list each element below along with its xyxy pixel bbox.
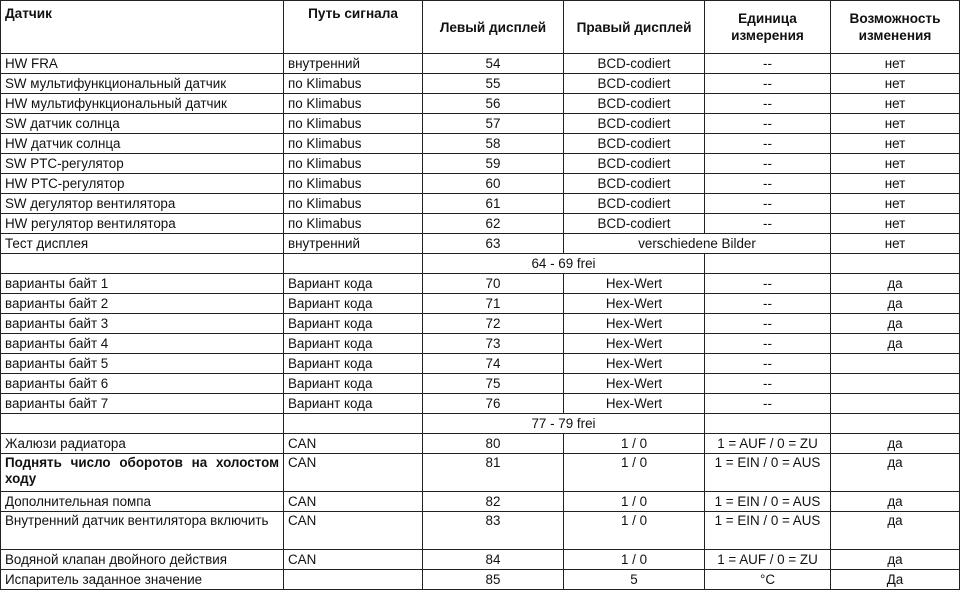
cell-sensor: SW мультифункциональный датчик (1, 74, 284, 94)
header-signal-path: Путь сигнала (284, 1, 423, 54)
cell-signal-path: Вариант кода (284, 274, 423, 294)
cell-sensor: варианты байт 7 (1, 394, 284, 414)
cell-left-display: 63 (423, 234, 564, 254)
cell-unit: -- (705, 74, 831, 94)
cell-signal-path: по Klimabus (284, 174, 423, 194)
cell-signal-path: внутренний (284, 234, 423, 254)
cell-right-display: BCD-codiert (564, 54, 705, 74)
cell-left-display: 72 (423, 314, 564, 334)
cell-changeable (831, 394, 960, 414)
cell-signal-path: внутренний (284, 54, 423, 74)
cell-right-display: BCD-codiert (564, 194, 705, 214)
cell-unit: -- (705, 314, 831, 334)
table-row (1, 54, 960, 74)
cell-right-display: BCD-codiert (564, 174, 705, 194)
cell-changeable: да (831, 434, 960, 454)
cell-unit: -- (705, 114, 831, 134)
cell-sensor: варианты байт 4 (1, 334, 284, 354)
cell-left-display: 71 (423, 294, 564, 314)
cell-changeable (831, 354, 960, 374)
cell-unit: -- (705, 294, 831, 314)
cell-changeable (831, 414, 960, 434)
cell-signal-path: CAN (284, 492, 423, 512)
cell-right-display: 5 (564, 570, 705, 590)
cell-changeable: да (831, 294, 960, 314)
cell-sensor: варианты байт 1 (1, 274, 284, 294)
table-row (1, 234, 960, 254)
cell-changeable: да (831, 492, 960, 512)
table-row (1, 454, 960, 492)
cell-changeable: да (831, 334, 960, 354)
cell-signal-path: CAN (284, 512, 423, 550)
cell-left-display: 74 (423, 354, 564, 374)
table-row (1, 570, 960, 590)
table-row (1, 354, 960, 374)
table-row (1, 94, 960, 114)
cell-left-display: 59 (423, 154, 564, 174)
cell-changeable: да (831, 512, 960, 550)
cell-unit (705, 414, 831, 434)
cell-signal-path: по Klimabus (284, 154, 423, 174)
cell-sensor: SW датчик солнца (1, 114, 284, 134)
cell-unit (705, 254, 831, 274)
cell-unit: 1 = AUF / 0 = ZU (705, 434, 831, 454)
free-range-row (1, 254, 960, 274)
table-body (1, 54, 960, 590)
cell-unit: -- (705, 394, 831, 414)
cell-left-display: 70 (423, 274, 564, 294)
cell-unit: -- (705, 274, 831, 294)
table-row (1, 374, 960, 394)
cell-sensor: HW мультифункциональный датчик (1, 94, 284, 114)
cell-changeable: да (831, 454, 960, 492)
cell-left-display: 54 (423, 54, 564, 74)
cell-left-display: 76 (423, 394, 564, 414)
cell-changeable: нет (831, 154, 960, 174)
cell-unit: -- (705, 214, 831, 234)
cell-left-display: 58 (423, 134, 564, 154)
cell-right-display: BCD-codiert (564, 94, 705, 114)
cell-changeable: Да (831, 570, 960, 590)
cell-changeable: нет (831, 94, 960, 114)
cell-sensor: Испаритель заданное значение (1, 570, 284, 590)
cell-right-display: Hex-Wert (564, 274, 705, 294)
table-row (1, 492, 960, 512)
table-row (1, 334, 960, 354)
cell-right-display: 1 / 0 (564, 492, 705, 512)
header-row (1, 1, 960, 54)
free-range-row (1, 414, 960, 434)
cell-unit: -- (705, 194, 831, 214)
cell-sensor: варианты байт 2 (1, 294, 284, 314)
header-left-display: Левый дисплей (423, 1, 564, 54)
cell-signal-path: по Klimabus (284, 114, 423, 134)
cell-sensor: HW PTC-регулятор (1, 174, 284, 194)
cell-sensor: Дополнительная помпа (1, 492, 284, 512)
cell-right-display: BCD-codiert (564, 154, 705, 174)
cell-changeable: нет (831, 134, 960, 154)
cell-left-display: 62 (423, 214, 564, 234)
cell-signal-path: CAN (284, 434, 423, 454)
table-row (1, 314, 960, 334)
cell-signal-path: по Klimabus (284, 94, 423, 114)
cell-signal-path: Вариант кода (284, 294, 423, 314)
cell-signal-path: CAN (284, 454, 423, 492)
cell-sensor: SW PTC-регулятор (1, 154, 284, 174)
cell-changeable: нет (831, 214, 960, 234)
header-unit: Единица измерения (705, 1, 831, 54)
cell-signal-path: Вариант кода (284, 314, 423, 334)
table-row (1, 294, 960, 314)
table-row (1, 512, 960, 550)
cell-unit: °C (705, 570, 831, 590)
table-row (1, 174, 960, 194)
cell-right-display: 1 / 0 (564, 454, 705, 492)
table-row (1, 394, 960, 414)
cell-unit: 1 = EIN / 0 = AUS (705, 492, 831, 512)
table-row (1, 134, 960, 154)
cell-free-range: 64 - 69 frei (423, 254, 705, 274)
cell-signal-path: Вариант кода (284, 374, 423, 394)
cell-changeable: нет (831, 54, 960, 74)
table-row (1, 434, 960, 454)
cell-signal-path: по Klimabus (284, 74, 423, 94)
cell-signal-path: по Klimabus (284, 134, 423, 154)
cell-signal-path: по Klimabus (284, 194, 423, 214)
cell-left-display: 57 (423, 114, 564, 134)
cell-right-display: BCD-codiert (564, 214, 705, 234)
cell-unit: 1 = AUF / 0 = ZU (705, 550, 831, 570)
cell-left-display: 75 (423, 374, 564, 394)
cell-sensor: HW FRA (1, 54, 284, 74)
cell-signal-path: Вариант кода (284, 354, 423, 374)
cell-right-display: Hex-Wert (564, 374, 705, 394)
cell-signal-path: CAN (284, 550, 423, 570)
header-right-display: Правый дисплей (564, 1, 705, 54)
cell-left-display: 84 (423, 550, 564, 570)
cell-changeable: нет (831, 114, 960, 134)
cell-changeable: нет (831, 234, 960, 254)
cell-sensor (1, 254, 284, 274)
cell-right-display: Hex-Wert (564, 394, 705, 414)
cell-right-display: BCD-codiert (564, 74, 705, 94)
cell-unit: -- (705, 174, 831, 194)
cell-sensor: HW датчик солнца (1, 134, 284, 154)
cell-signal-path: Вариант кода (284, 334, 423, 354)
cell-left-display: 81 (423, 454, 564, 492)
cell-right-display: Hex-Wert (564, 334, 705, 354)
cell-right-display: Hex-Wert (564, 354, 705, 374)
cell-sensor: варианты байт 6 (1, 374, 284, 394)
cell-sensor: SW дегулятор вентилятора (1, 194, 284, 214)
table-row (1, 550, 960, 570)
cell-right-display: BCD-codiert (564, 134, 705, 154)
cell-unit: -- (705, 54, 831, 74)
table-row (1, 274, 960, 294)
cell-sensor: Поднять число оборотов на холостом ходу (1, 454, 284, 492)
cell-unit: -- (705, 94, 831, 114)
cell-left-display: 60 (423, 174, 564, 194)
cell-sensor: HW регулятор вентилятора (1, 214, 284, 234)
cell-signal-path: по Klimabus (284, 214, 423, 234)
cell-right-display: Hex-Wert (564, 314, 705, 334)
cell-left-display: 85 (423, 570, 564, 590)
table-row (1, 214, 960, 234)
cell-unit: -- (705, 334, 831, 354)
cell-signal-path (284, 570, 423, 590)
cell-unit: -- (705, 374, 831, 394)
cell-right-display: 1 / 0 (564, 434, 705, 454)
table-row (1, 154, 960, 174)
cell-sensor: варианты байт 5 (1, 354, 284, 374)
cell-unit: 1 = EIN / 0 = AUS (705, 454, 831, 492)
cell-unit: -- (705, 354, 831, 374)
cell-unit: -- (705, 134, 831, 154)
cell-changeable: да (831, 550, 960, 570)
cell-left-display: 73 (423, 334, 564, 354)
cell-signal-path (284, 254, 423, 274)
cell-right-display-merged: verschiedene Bilder (564, 234, 831, 254)
header-changeable: Возможность изменения (831, 1, 960, 54)
cell-right-display: BCD-codiert (564, 114, 705, 134)
cell-signal-path (284, 414, 423, 434)
cell-left-display: 83 (423, 512, 564, 550)
cell-changeable: да (831, 274, 960, 294)
table-row (1, 114, 960, 134)
cell-sensor: Водяной клапан двойного действия (1, 550, 284, 570)
cell-sensor: Жалюзи радиатора (1, 434, 284, 454)
cell-changeable: да (831, 314, 960, 334)
cell-left-display: 61 (423, 194, 564, 214)
cell-changeable (831, 254, 960, 274)
cell-right-display: 1 / 0 (564, 512, 705, 550)
cell-unit: -- (705, 154, 831, 174)
cell-left-display: 56 (423, 94, 564, 114)
cell-changeable: нет (831, 74, 960, 94)
cell-unit: 1 = EIN / 0 = AUS (705, 512, 831, 550)
cell-changeable: нет (831, 194, 960, 214)
cell-right-display: 1 / 0 (564, 550, 705, 570)
cell-changeable: нет (831, 174, 960, 194)
cell-sensor: Тест дисплея (1, 234, 284, 254)
cell-signal-path: Вариант кода (284, 394, 423, 414)
header-sensor: Датчик (1, 1, 284, 54)
cell-left-display: 55 (423, 74, 564, 94)
table-row (1, 194, 960, 214)
cell-sensor: варианты байт 3 (1, 314, 284, 334)
cell-changeable (831, 374, 960, 394)
cell-left-display: 82 (423, 492, 564, 512)
cell-sensor (1, 414, 284, 434)
cell-right-display: Hex-Wert (564, 294, 705, 314)
cell-left-display: 80 (423, 434, 564, 454)
cell-sensor: Внутренний датчик вентилятора включить (1, 512, 284, 550)
table-row (1, 74, 960, 94)
cell-free-range: 77 - 79 frei (423, 414, 705, 434)
